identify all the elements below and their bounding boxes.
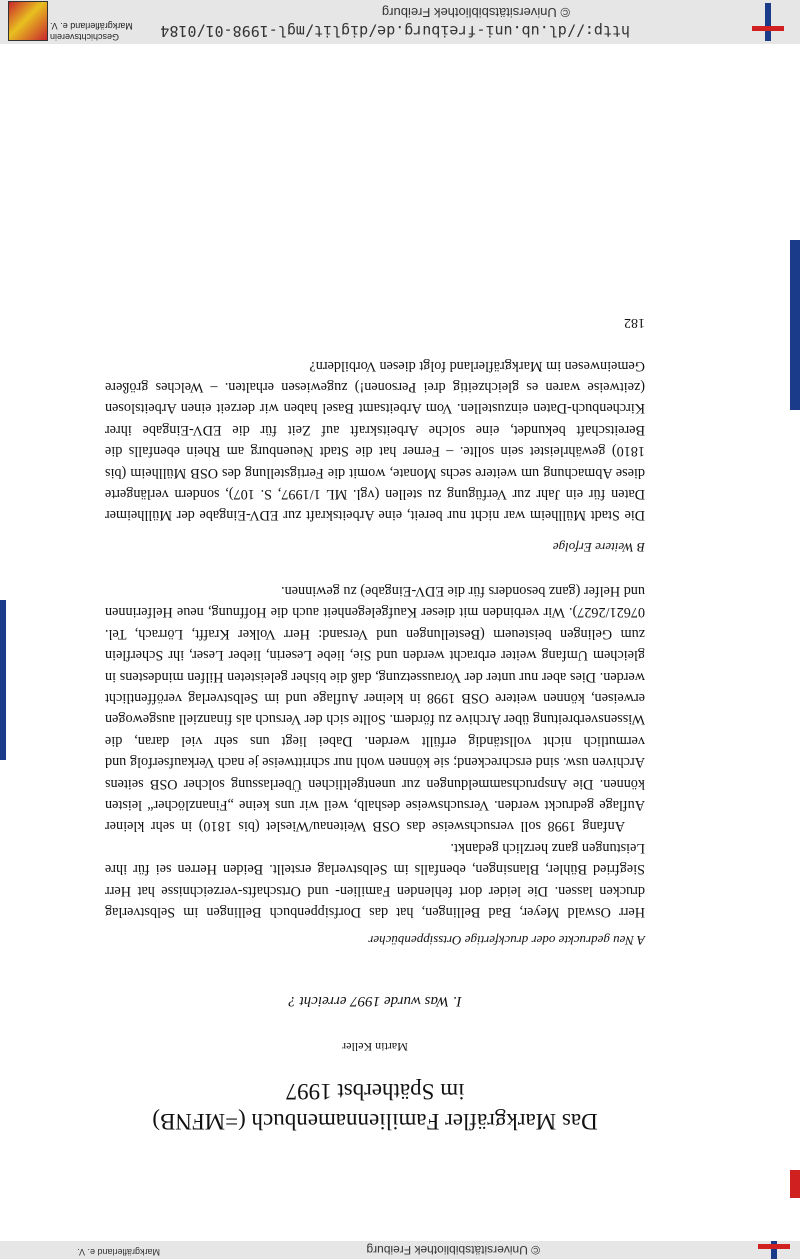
subsection-b-heading: B Weitere Erfolge bbox=[552, 540, 645, 556]
paragraph-3: Die Stadt Müllheim war nicht nur bereit, eine Arbeitskraft zur EDV-Eingabe der Müllheimer Daten für ein Jahr zur Verfügung zu stellen (vgl. ML 1/1997, S. 107), sondern verlängerte diese Abmachung um weitere sechs Monate, womit die Fertigstellung des OSB Müllheim (bis 1810) gewährleistet sein sollte. – Ferner hat die Stadt Neuenburg am Rhein ebenfalls die Bereitschaft bekundet, eine solche Arbeitskraft auf Zeit für die EDV-Eingabe ihrer Kirchenbuch-Daten einzustellen. Vom Arbeitsamt Basel haben wir derzeit einen Arbeitslosen (zeitweise waren es gleichzeitig drei Personen!) zugewiesen erhalten. – Welches größere Gemeinwesen im Markgräflerland folgt diesen Vorbildern? bbox=[105, 357, 645, 524]
page-rotated bbox=[0, 44, 800, 1241]
org-line-2: Markgräflerland e. V. bbox=[50, 21, 133, 31]
paragraph-1: Herr Oswald Meyer, Bad Bellingen, hat das Dorfsippenbuch Bellingen im Selbstverlag drucken lassen. Die leider dort fehlenden Familien- und Ortschafts-verzeichnisse hat Herr Siegfried Bühler, Blansingen, ebenfalls im Selbstverlag erstellt. Beiden Herren sei für ihre Leistungen ganz herzlich gedankt. bbox=[105, 839, 645, 920]
article-title bbox=[105, 1076, 645, 1136]
edge-bar-left-blue bbox=[0, 600, 6, 760]
bottom-ub-logo bbox=[758, 1241, 790, 1259]
top-strip bbox=[0, 0, 800, 44]
edge-bar-blue bbox=[790, 240, 800, 410]
scanned-page bbox=[0, 44, 800, 1241]
org-name bbox=[50, 20, 150, 42]
bottom-org: Markgräflerland e. V. bbox=[77, 1247, 160, 1257]
ub-freiburg-logo bbox=[752, 3, 784, 41]
bottom-logo-bar-horizontal bbox=[758, 1244, 790, 1249]
bottom-strip bbox=[0, 1241, 800, 1259]
logo-bar-vertical bbox=[765, 3, 771, 41]
bottom-copyright: © Universitätsbibliothek Freiburg bbox=[366, 1243, 540, 1257]
page-number: 182 bbox=[624, 315, 645, 331]
bottom-strip-flipped bbox=[0, 1241, 800, 1259]
author: Martin Keller bbox=[342, 1040, 408, 1054]
geschichtsverein-logo bbox=[8, 1, 48, 41]
title-line-2: im Spätherbst 1997 bbox=[285, 1079, 465, 1104]
copyright-notice: © Universitätsbibliothek Freiburg bbox=[381, 5, 570, 20]
edge-bar-red bbox=[790, 1170, 800, 1198]
org-line-1: Geschichtsverein bbox=[50, 32, 120, 42]
paragraph-2: Anfang 1998 soll versuchsweise das OSB Weitenau/Wieslet (bis 1810) in sehr kleiner Auflage gedruckt werden. Versuchsweise deshalb, weil wir uns keine „Finanzlöcher“ leisten können. Die Anspruchsammeldungen zur unentgeltlichen Überlassung solcher OSB seitens Archiven usw. sind erschreckend; sie können wohl nur schrittweise je nach Verkaufserfolg und vermutlich nicht vollständig erfüllt werden. Dabei liegt uns sehr viel daran, die Wissensverbreitung über Archive zu fördern. Sollte sich der Versuch als finanziell ausgewogen erweisen, können weitere OSB 1998 in kleiner Auflage und im Selbstverlag veröffentlicht werden. Dies aber nur unter der Voraussetzung, daß die bisher geleisteten Hilfen mindestens in gleichem Umfang weiter erbracht werden und Sie, liebe Leserin, lieber Leser, ihr Scherflein zum Gelingen beisteuern (Bestellungen und Versand: Herr Volker Krafft, Lörrach, Tel. 07621/2627). Wir verbinden mit dieser Kaufgelegenheit auch die Hoffnung, neue Helferinnen und Helfer (ganz besonders für die EDV-Eingabe) zu gewinnen. bbox=[105, 582, 645, 835]
title-line-1: Das Markgräfler Familiennamenbuch (=MFNB) bbox=[152, 1109, 598, 1134]
source-url[interactable]: http://dl.ub.uni-freiburg.de/diglit/mgl-1998-01/0184 bbox=[160, 22, 630, 40]
section-heading: I. Was wurde 1997 erreicht ? bbox=[288, 993, 462, 1009]
top-strip-flipped bbox=[0, 0, 800, 44]
logo-bar-horizontal bbox=[752, 26, 784, 31]
article bbox=[105, 314, 645, 1136]
subsection-a-heading: A Neu gedruckte oder druckfertige Ortssippenbücher bbox=[368, 933, 645, 948]
